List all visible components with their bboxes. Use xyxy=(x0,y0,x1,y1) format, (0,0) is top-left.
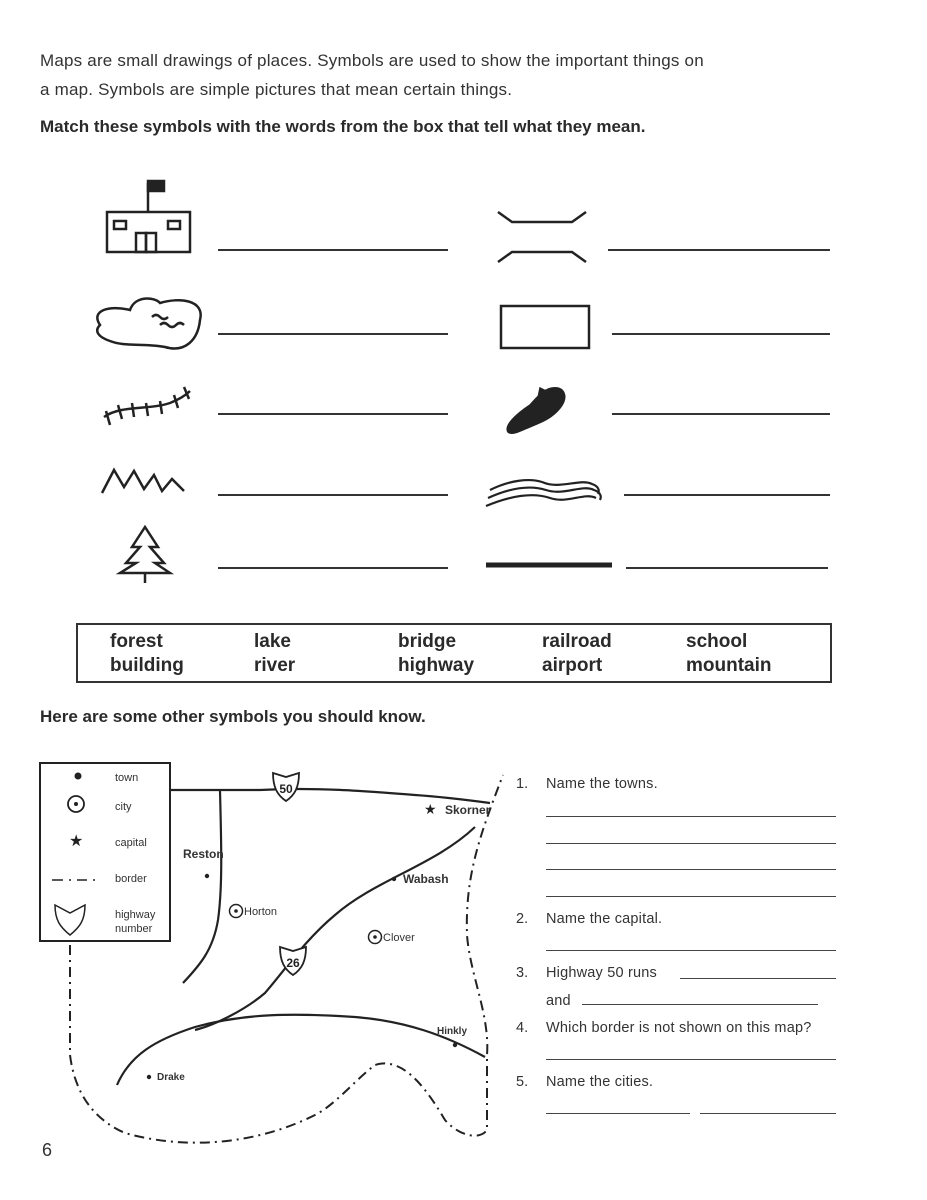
q1-number: 1. xyxy=(516,776,529,792)
forest-icon xyxy=(120,527,170,583)
answer-line[interactable] xyxy=(546,843,836,844)
answer-line[interactable] xyxy=(612,413,830,415)
school-building-icon xyxy=(107,181,190,252)
answer-line[interactable] xyxy=(218,567,448,569)
word-bridge: bridge xyxy=(398,631,457,652)
answer-line[interactable] xyxy=(612,333,830,335)
town-dot-icon xyxy=(392,877,396,881)
word-forest: forest xyxy=(110,631,163,652)
q3-text: Highway 50 runs xyxy=(546,965,657,981)
answer-line[interactable] xyxy=(700,1113,836,1114)
legend-city: city xyxy=(115,801,132,813)
answer-line[interactable] xyxy=(546,896,836,897)
town-dot-icon xyxy=(147,1075,151,1079)
word-lake: lake xyxy=(254,631,291,652)
answer-line[interactable] xyxy=(608,249,830,251)
word-mountain: mountain xyxy=(686,655,772,676)
word-railroad: railroad xyxy=(542,631,612,652)
mountain-icon xyxy=(102,470,184,493)
place-clover: Clover xyxy=(383,932,415,944)
other-symbols-heading: Here are some other symbols you should know. xyxy=(40,707,426,726)
intro-line-2: a map. Symbols are simple pictures that mean certain things. xyxy=(40,80,513,99)
q2-text: Name the capital. xyxy=(546,911,663,927)
answer-line[interactable] xyxy=(546,950,836,951)
match-instruction: Match these symbols with the words from the box that tell what they mean. xyxy=(40,117,646,136)
highway-50-road xyxy=(170,789,490,803)
q1-text: Name the towns. xyxy=(546,776,658,792)
legend-capital: capital xyxy=(115,837,147,849)
intro-line-1: Maps are small drawings of places. Symbols are used to show the important things on xyxy=(40,51,704,70)
river-icon xyxy=(486,480,601,506)
answer-line[interactable] xyxy=(546,816,836,817)
capital-star-icon: ★ xyxy=(69,833,84,850)
place-horton: Horton xyxy=(244,906,278,918)
q5-number: 5. xyxy=(516,1074,529,1090)
building-icon xyxy=(501,306,589,348)
word-airport: airport xyxy=(542,655,603,676)
airport-icon xyxy=(507,388,565,434)
q2-number: 2. xyxy=(516,911,529,927)
place-hinkly: Hinkly xyxy=(437,1026,468,1037)
q5-text: Name the cities. xyxy=(546,1074,654,1090)
q3-number: 3. xyxy=(516,965,529,981)
answer-line[interactable] xyxy=(546,869,836,870)
highway-26-label: 26 xyxy=(286,956,300,970)
bridge-icon xyxy=(498,212,586,262)
answer-line[interactable] xyxy=(218,413,448,415)
answer-line[interactable] xyxy=(218,494,448,496)
legend-number: number xyxy=(115,923,153,935)
answer-line[interactable] xyxy=(626,567,828,569)
q3-and: and xyxy=(546,993,571,1009)
answer-line[interactable] xyxy=(624,494,830,496)
place-reston: Reston xyxy=(183,847,224,861)
answer-line[interactable] xyxy=(680,978,836,979)
place-skorner: Skorner xyxy=(445,803,491,817)
railroad-icon xyxy=(104,387,190,425)
word-school: school xyxy=(686,631,748,652)
word-building: building xyxy=(110,655,184,676)
legend-town: town xyxy=(115,772,139,784)
highway-26-road xyxy=(195,827,475,1030)
legend-highway: highway xyxy=(115,909,156,921)
q4-number: 4. xyxy=(516,1020,529,1036)
answer-line[interactable] xyxy=(546,1059,836,1060)
left-symbols xyxy=(90,175,210,585)
town-dot-icon xyxy=(75,773,82,780)
map xyxy=(35,755,510,1150)
road xyxy=(183,790,221,983)
legend-border: border xyxy=(115,873,147,885)
q4-text: Which border is not shown on this map? xyxy=(546,1020,812,1036)
intro-paragraph xyxy=(40,46,840,104)
highway-50-label: 50 xyxy=(279,782,293,796)
right-symbols xyxy=(480,200,620,580)
answer-line[interactable] xyxy=(218,333,448,335)
lake-icon xyxy=(97,299,200,349)
answer-line[interactable] xyxy=(218,249,448,251)
town-dot-icon xyxy=(453,1043,457,1047)
page-number: 6 xyxy=(42,1140,53,1160)
town-dot-icon xyxy=(205,874,209,878)
answer-line[interactable] xyxy=(546,1113,690,1114)
place-drake: Drake xyxy=(157,1072,185,1083)
place-wabash: Wabash xyxy=(403,872,449,886)
answer-line[interactable] xyxy=(582,1004,818,1005)
word-river: river xyxy=(254,655,296,676)
skorner-star-icon: ★ xyxy=(424,801,437,817)
word-highway: highway xyxy=(398,655,475,676)
